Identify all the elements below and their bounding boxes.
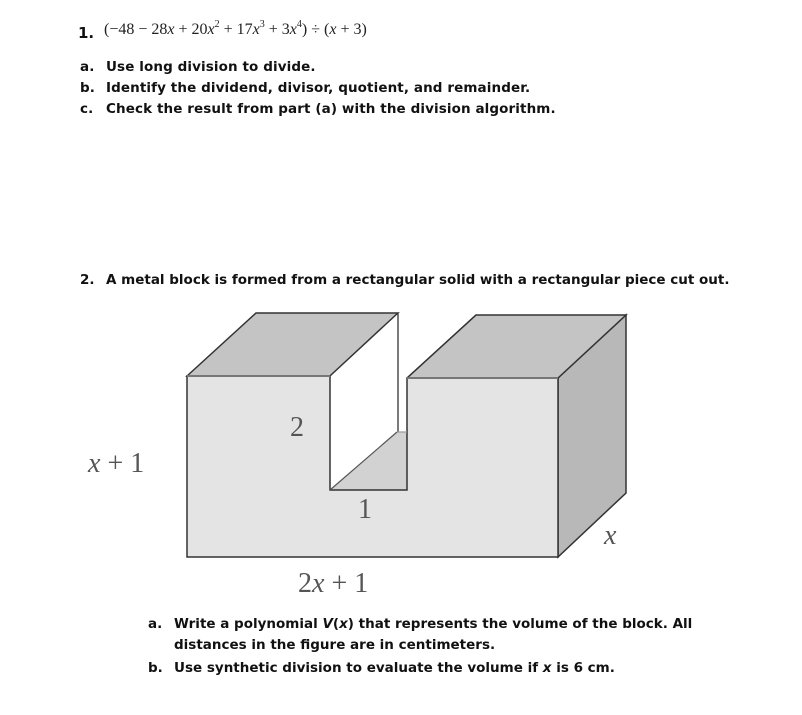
height-label: x + 1 <box>88 448 145 479</box>
depth-label: x <box>604 520 617 551</box>
problem-1-number: 1. <box>78 24 95 42</box>
problem-1-part-c: c. Check the result from part (a) with the division algorithm. <box>80 101 556 117</box>
notch-depth-label: 2 <box>290 412 304 443</box>
problem-2-part-b: b. Use synthetic division to evaluate the volume if x is 6 cm. <box>148 660 615 676</box>
problem-2-part-a: a. Write a polynomial V(x) that represents the volume of the block. All distances in the figure are in centimeters. <box>148 616 693 653</box>
problem-2-statement: 2. A metal block is formed from a rectangular solid with a rectangular piece cut out. <box>80 272 730 288</box>
problem-1-expression: $(-48 - 28x + 20x^2 + 17x^3 + 3x^4) \div (x + 3)$ <box>104 19 367 38</box>
problem-1-part-a: a. Use long division to divide. <box>80 59 316 75</box>
notch-width-label: 1 <box>358 494 372 525</box>
width-label: 2x + 1 <box>298 568 369 599</box>
problem-1-part-b: b. Identify the dividend, divisor, quotient, and remainder. <box>80 80 531 96</box>
